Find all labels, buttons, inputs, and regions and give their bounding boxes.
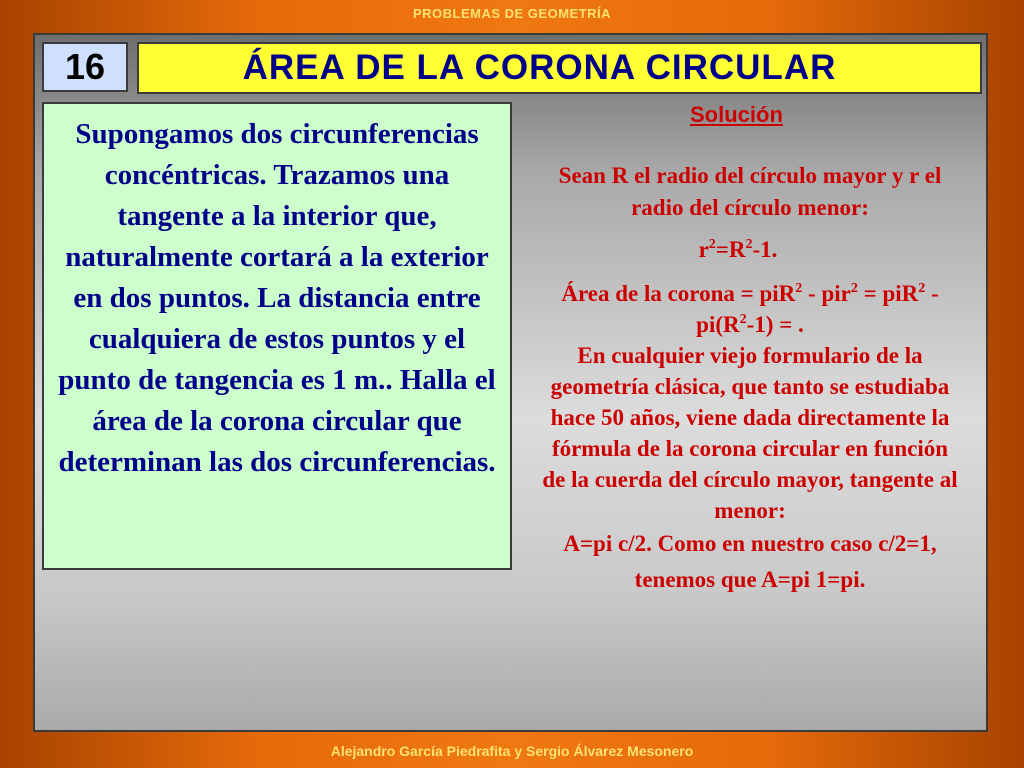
problem-statement: Supongamos dos circunferencias concéntricas. Trazamos una tangente a la interior que, naturalmente cortará a la exterior en dos puntos. La distancia entre cualquiera de estos puntos y el punto de tangencia es 1 m.. Halla el área de la corona circular que determinan las dos circunferencias.: [58, 118, 496, 478]
problem-number: [42, 42, 128, 92]
solution-equation-radius: $r^2=R^2-1$.: [698, 237, 778, 262]
solution-label: Solución: [690, 102, 783, 127]
solution-body: [540, 160, 960, 598]
solution-formulary-note: En cualquier viejo formulario de la geometría clásica, que tanto se estudiaba hace 50 años, viene dada directamente la fórmula de la corona circular en función de la cuerda del círculo mayor, tangente al menor:: [542, 343, 958, 523]
problem-title: ÁREA DE LA CORONA CIRCULAR: [242, 48, 837, 87]
problem-statement-box: [42, 102, 512, 570]
authors-footer: Alejandro García Piedrafita y Sergio Álvarez Mesonero: [330, 743, 694, 759]
problem-number-text: 16: [64, 46, 106, 87]
solution-area-derivation: Área de la corona = $piR^2 - pir^2 = piR^2 - pi(R^2-1)$ = . En cualquier viejo formulario de la geometría clásica, que tanto se estudiaba hace 50 años, viene dada directamente la fórmula de la corona circular en función de la cuerda del círculo mayor, tangente al menor:: [542, 281, 958, 523]
title-banner: [137, 42, 982, 94]
solution-final-formula: A=pi c/2. Como en nuestro caso c/2=1, tenemos que A=pi 1=pi.: [563, 531, 937, 592]
solution-intro: Sean R el radio del círculo mayor y r el radio del círculo menor:: [558, 163, 942, 220]
course-header: PROBLEMAS DE GEOMETRÍA: [412, 6, 612, 21]
